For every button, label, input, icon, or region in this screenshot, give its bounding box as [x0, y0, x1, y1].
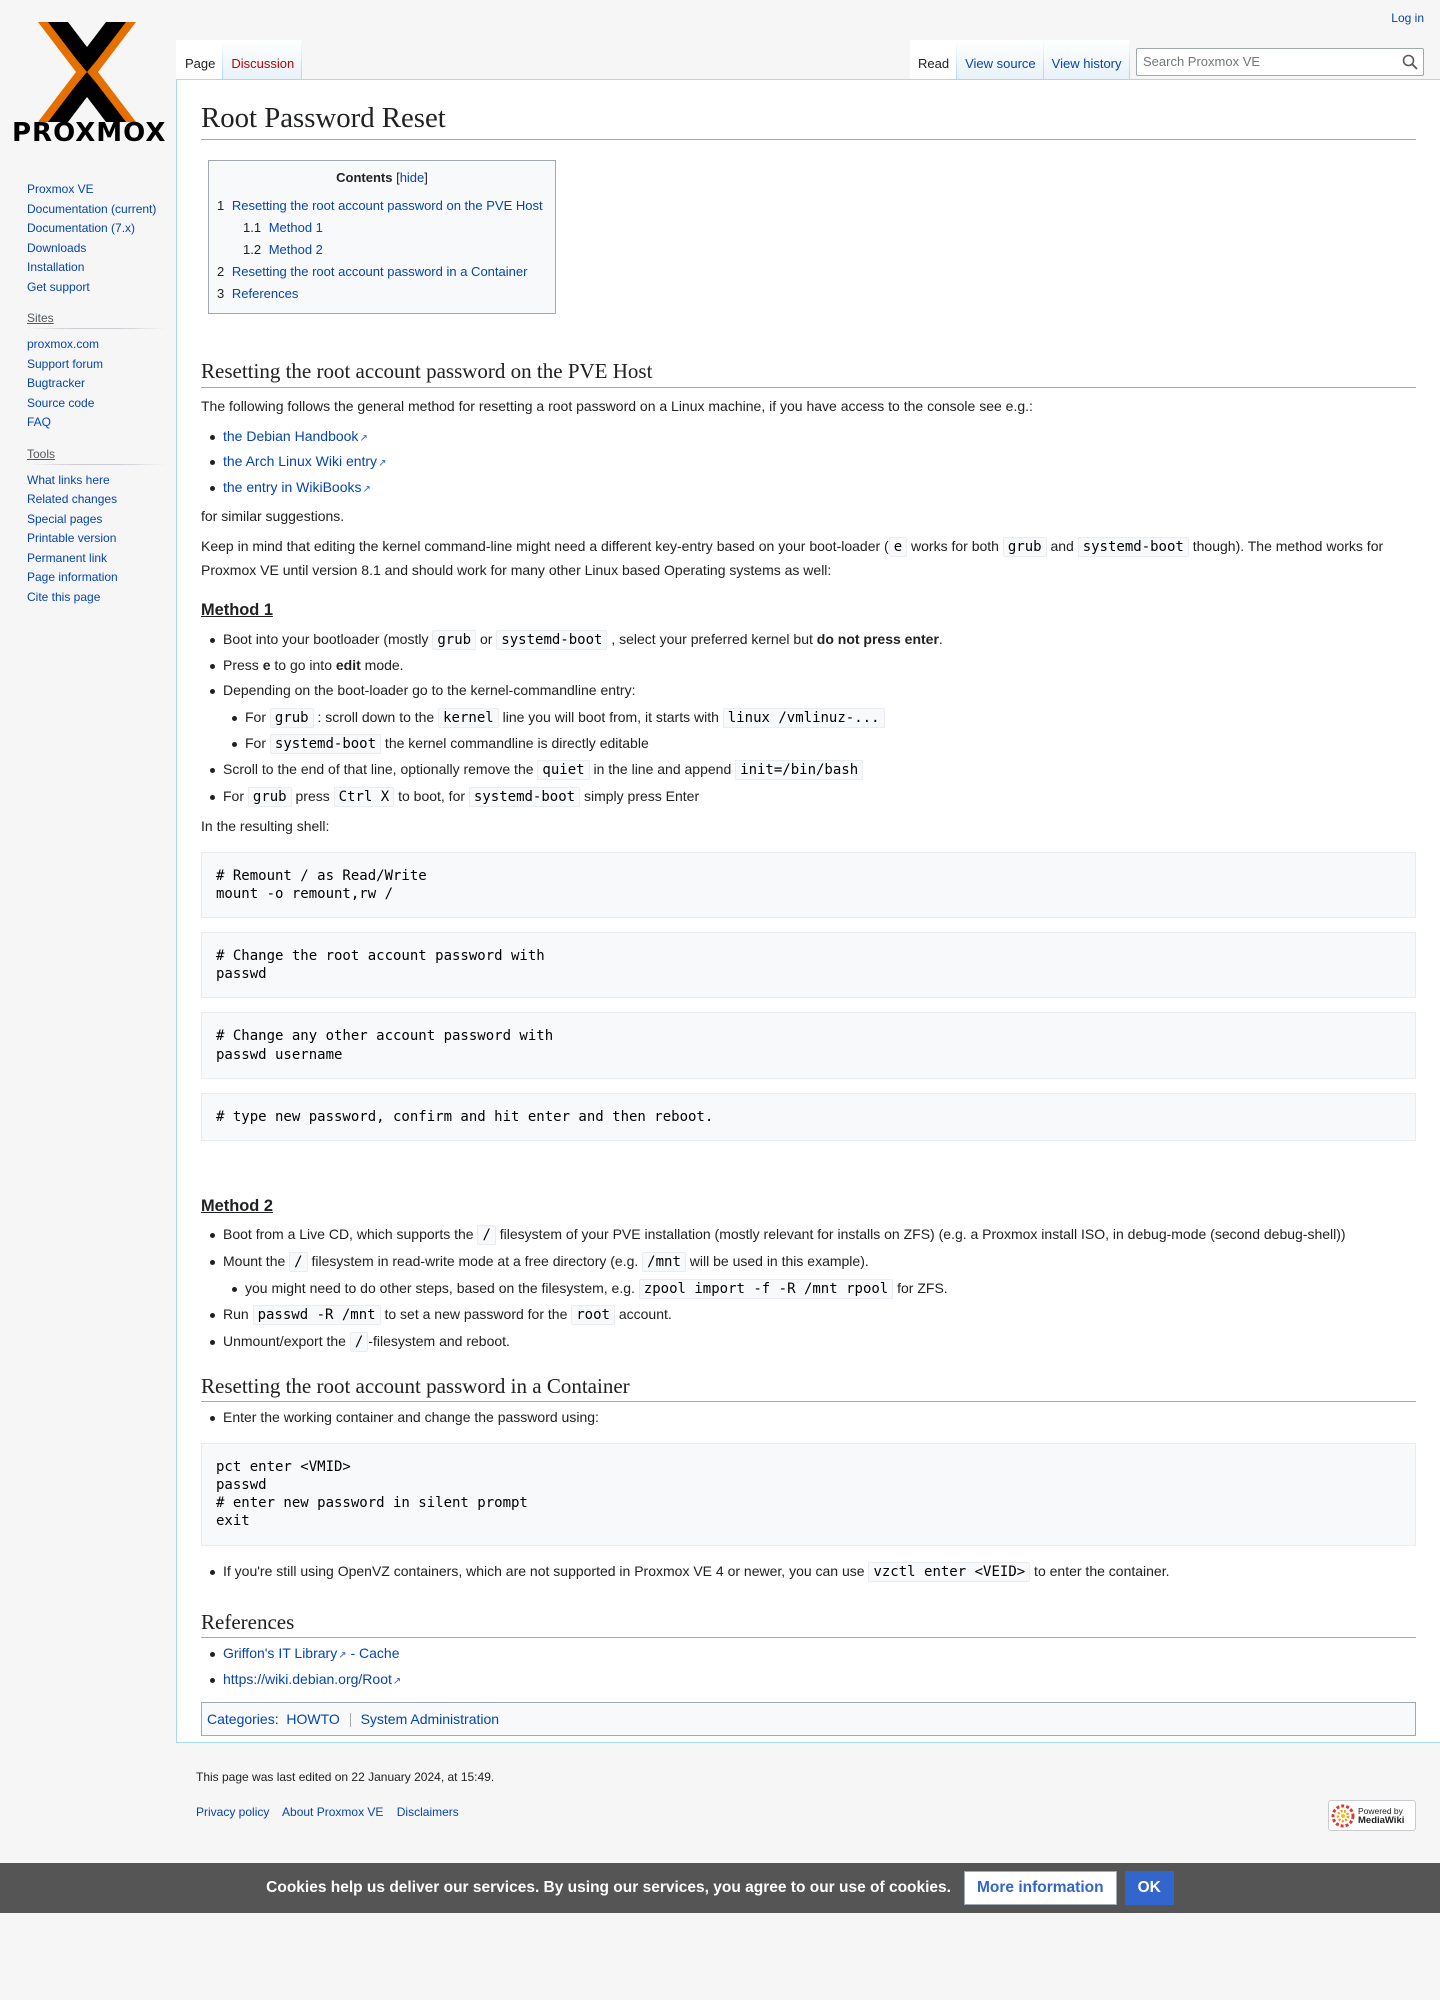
powered-by-text	[1358, 1807, 1404, 1825]
sidebar-item-installation[interactable]: Installation	[27, 260, 85, 274]
list-item	[223, 679, 1416, 755]
method-2-heading: Method 2	[201, 1196, 273, 1215]
toc-link[interactable]: References	[231, 286, 299, 302]
categories-label-link[interactable]: Categories	[207, 1711, 275, 1728]
toc-link[interactable]: Method 1	[268, 220, 323, 236]
code-inline: zpool import -f -R /mnt rpool	[639, 1279, 893, 1299]
code-inline: linux /vmlinuz-...	[723, 708, 885, 728]
text: simply press Enter	[580, 787, 700, 804]
text: you might need to do other steps, based on the filesystem, e.g.	[245, 1279, 639, 1296]
bold-text: edit	[335, 656, 361, 673]
list-item	[223, 758, 1416, 781]
list-item	[223, 628, 1416, 651]
sub-list	[245, 1277, 1416, 1300]
proxmox-wordmark: PROXMOX	[12, 118, 167, 148]
code-inline: systemd-boot	[1078, 537, 1189, 557]
text: mode.	[360, 656, 404, 673]
sidebar-item-documentation-7x[interactable]: Documentation (7.x)	[27, 221, 136, 235]
text: filesystem in read-write mode at a free directory (e.g.	[307, 1252, 643, 1269]
text: Run	[223, 1306, 253, 1323]
section-heading-container: Resetting the root account password in a Container	[201, 1373, 1416, 1402]
list-item	[223, 1303, 1416, 1326]
code-inline: grub	[248, 787, 292, 807]
toc-item-2[interactable]	[217, 261, 547, 283]
code-inline: /	[289, 1252, 307, 1272]
text: Depending on the boot-loader go to the kernel-commandline entry:	[223, 682, 636, 699]
code-inline: /mnt	[642, 1252, 686, 1272]
code-inline: systemd-boot	[496, 630, 607, 650]
list-item	[223, 1642, 1416, 1664]
category-howto[interactable]: HOWTO	[286, 1711, 340, 1728]
link-arch-wiki[interactable]: the Arch Linux Wiki entry ↗	[223, 453, 386, 469]
text: Scroll to the end of that line, optionally remove the	[223, 761, 538, 778]
toc-num: 1.2	[243, 242, 262, 258]
text: For	[245, 708, 270, 725]
list-item	[245, 706, 1416, 729]
toc-hide-link[interactable]: hide	[399, 170, 425, 186]
sidebar-tools-heading: Tools	[27, 447, 166, 465]
footer-links	[196, 1805, 1416, 1819]
text: to go into	[270, 656, 336, 673]
toc-header: Contents [hide]	[336, 170, 428, 186]
sidebar-item-page-information[interactable]: Page information	[27, 570, 118, 584]
code-inline: Ctrl X	[334, 787, 395, 807]
toc-item-1[interactable]	[217, 195, 547, 217]
code-inline: grub	[432, 630, 476, 650]
text: -filesystem and reboot.	[368, 1332, 510, 1349]
text: , select your preferred kernel but	[607, 630, 817, 647]
tab-view-history-label: View history	[1051, 56, 1122, 71]
text: the kernel commandline is directly editable	[381, 735, 649, 752]
list-item	[245, 1277, 1416, 1300]
list-item	[223, 1250, 1416, 1301]
powered-by-mediawiki-badge[interactable]	[1328, 1800, 1416, 1831]
login-link[interactable]: Log in	[1391, 11, 1424, 25]
table-of-contents	[208, 160, 556, 314]
text: If you're still using OpenVZ containers, which are not supported in Proxmox VE 4 or newer, you can use	[223, 1562, 869, 1579]
code-inline: grub	[1003, 537, 1047, 557]
tab-page-label: Page	[185, 56, 216, 71]
toc-link[interactable]: Resetting the root account password in a Container	[231, 264, 528, 280]
toc-num: 2	[217, 264, 225, 280]
powered-by-line2: MediaWiki	[1358, 1814, 1405, 1826]
tab-discussion[interactable]	[223, 40, 302, 80]
last-modified: This page was last edited on 22 January 2024, at 15:49.	[196, 1770, 495, 1784]
tab-read[interactable]	[910, 40, 957, 80]
list-item	[223, 1668, 1416, 1690]
code-inline: root	[571, 1305, 615, 1325]
code-block-passwd-other: # Change any other account password with passwd username	[201, 1012, 1416, 1078]
text: For	[223, 787, 248, 804]
list-item	[223, 785, 1416, 808]
method-2-steps	[223, 1223, 1416, 1353]
list-item	[245, 732, 1416, 755]
text: Unmount/export the	[223, 1332, 350, 1349]
list-item	[223, 1560, 1416, 1583]
code-block-container: pct enter <VMID> passwd # enter new password in silent prompt exit	[201, 1443, 1416, 1546]
sidebar	[0, 180, 176, 607]
main-content	[176, 79, 1440, 1743]
text: will be used in this example).	[685, 1252, 869, 1269]
category-separator	[350, 1713, 351, 1727]
sidebar-item-cite-this-page[interactable]: Cite this page	[27, 589, 101, 604]
tab-view-source-label: View source	[965, 56, 1036, 71]
code-inline: kernel	[438, 708, 499, 728]
sidebar-sites-heading: Sites	[27, 311, 166, 329]
text: .	[938, 630, 943, 647]
ok-button[interactable]: OK	[1125, 1871, 1174, 1905]
sidebar-item-special-pages[interactable]: Special pages	[27, 511, 103, 526]
search-placeholder: Search Proxmox VE	[1143, 54, 1261, 69]
toc-item-1-1[interactable]	[217, 217, 547, 239]
handbook-links-list	[223, 425, 1416, 498]
references-list	[223, 1642, 1416, 1690]
personal-tools	[1391, 11, 1424, 25]
more-information-button[interactable]: More information	[964, 1871, 1117, 1905]
text: filesystem of your PVE installation (mostly relevant for installs on ZFS) (e.g. a Proxmox install ISO, in debug-mode (second debug-shell))	[495, 1226, 1346, 1243]
bold-text: e	[262, 656, 271, 673]
category-system-administration[interactable]: System Administration	[360, 1711, 500, 1728]
sidebar-item-support-forum[interactable]: Support forum	[27, 356, 104, 371]
text: in the line and append	[589, 761, 736, 778]
footer-privacy-link[interactable]: Privacy policy	[196, 1805, 270, 1819]
container-steps	[223, 1406, 1416, 1428]
text: to boot, for	[394, 787, 469, 804]
text: : scroll down to the	[313, 708, 439, 725]
text: Mount the	[223, 1252, 290, 1269]
toc-num: 3	[217, 286, 225, 302]
list-item: Enter the working container and change the password using:	[223, 1406, 1416, 1428]
footer-about-link[interactable]: About Proxmox VE	[282, 1805, 384, 1819]
toc-num: 1.1	[243, 220, 262, 236]
link-wikibooks[interactable]: the entry in WikiBooks ↗	[223, 479, 371, 495]
toc-item-1-2[interactable]	[217, 239, 547, 261]
code-inline: systemd-boot	[469, 787, 580, 807]
sidebar-item-printable-version[interactable]: Printable version	[27, 531, 117, 545]
code-inline: quiet	[537, 760, 589, 780]
sidebar-item-faq[interactable]: FAQ	[27, 415, 52, 429]
sidebar-item-permanent-link[interactable]: Permanent link	[27, 550, 108, 565]
text: to enter the container.	[1030, 1562, 1170, 1579]
sidebar-tools	[19, 447, 166, 608]
sidebar-item-downloads[interactable]: Downloads	[27, 240, 87, 255]
code-inline: /	[350, 1332, 368, 1352]
text: or	[476, 630, 497, 647]
code-inline: grub	[270, 708, 314, 728]
link-cache[interactable]: - Cache	[346, 1645, 400, 1662]
list-item	[223, 654, 1416, 676]
link-griffons-library[interactable]: Griffon's IT Library ↗	[223, 1645, 347, 1661]
sidebar-item-get-support[interactable]: Get support	[27, 279, 90, 294]
sidebar-item-proxmox-com[interactable]: proxmox.com	[27, 337, 100, 351]
paragraph-shell: In the resulting shell:	[201, 818, 330, 835]
mediawiki-flower-icon	[1331, 1804, 1355, 1828]
link-debian-handbook[interactable]: the Debian Handbook ↗	[223, 428, 368, 444]
text: Boot from a Live CD, which supports the	[223, 1226, 478, 1243]
sidebar-navigation	[19, 180, 166, 297]
paragraph-keep-in-mind	[201, 535, 1416, 581]
code-inline: passwd -R /mnt	[253, 1305, 381, 1325]
toc-item-3[interactable]	[217, 283, 547, 305]
text: Boot into your bootloader (mostly	[223, 630, 433, 647]
sidebar-item-what-links-here[interactable]: What links here	[27, 472, 110, 487]
list-item	[223, 1223, 1416, 1246]
tab-discussion-label: Discussion	[231, 56, 295, 71]
toc-title: Contents	[336, 170, 393, 186]
sidebar-item-documentation-current[interactable]: Documentation (current)	[27, 201, 157, 216]
code-block-passwd-root: # Change the root account password with passwd	[201, 932, 1416, 998]
text: For	[245, 735, 270, 752]
toc-link[interactable]: Method 2	[268, 242, 323, 258]
code-inline: init=/bin/bash	[735, 760, 863, 780]
page-title: Root Password Reset	[201, 100, 1416, 140]
sub-list	[245, 706, 1416, 756]
view-tabs	[910, 40, 1130, 80]
text: Keep in mind that editing the kernel command-line might need a different key-entry based on your boot-loader (	[201, 538, 889, 555]
toc-num: 1	[217, 198, 225, 214]
proxmox-logo[interactable]	[10, 20, 165, 150]
list-item	[223, 1330, 1416, 1353]
paragraph-intro: The following follows the general method for resetting a root password on a Linux machine, if you have access to the console see e.g.:	[201, 397, 1033, 414]
cookie-notice-bar	[0, 1863, 1440, 1913]
sidebar-item-source-code[interactable]: Source code	[27, 395, 95, 410]
text: though). The method works for Proxmox VE until version 8.1 and should work for many other Linux based Operating systems as well:	[201, 538, 1384, 578]
sidebar-item-related-changes[interactable]: Related changes	[27, 492, 118, 506]
tab-page[interactable]	[176, 40, 223, 80]
powered-by-line1: Powered by	[1358, 1805, 1403, 1816]
text: and	[1046, 538, 1078, 555]
sidebar-sites	[19, 311, 166, 433]
code-inline: /	[477, 1225, 495, 1245]
code-inline: vzctl enter <VEID>	[868, 1562, 1030, 1582]
code-block-remount: # Remount / as Read/Write mount -o remount,rw /	[201, 852, 1416, 918]
toc-link[interactable]: Resetting the root account password on the PVE Host	[231, 198, 543, 214]
code-block-reboot: # type new password, confirm and hit enter and then reboot.	[201, 1093, 1416, 1141]
text: for ZFS.	[893, 1279, 948, 1296]
search-icon[interactable]	[1402, 54, 1418, 70]
category-links: Categories: HOWTO System Administration	[201, 1702, 1416, 1736]
search-input[interactable]	[1136, 48, 1424, 76]
article-body	[201, 144, 1416, 1736]
sidebar-item-bugtracker[interactable]: Bugtracker	[27, 376, 86, 390]
footer	[196, 1770, 1416, 1826]
paragraph-similar: for similar suggestions.	[201, 508, 345, 525]
text: works for both	[907, 538, 1003, 555]
text: account.	[614, 1306, 672, 1323]
section-heading-references: References	[201, 1609, 1416, 1638]
code-inline: e	[889, 537, 907, 557]
text: Press	[223, 656, 263, 673]
namespace-tabs	[176, 40, 302, 80]
method-1-heading: Method 1	[201, 601, 273, 620]
cookie-notice-text: Cookies help us deliver our services. By using our services, you agree to our use of cookies.	[266, 1879, 951, 1896]
link-debian-root[interactable]: https://wiki.debian.org/Root ↗	[223, 1671, 401, 1687]
container-notes	[223, 1560, 1416, 1583]
tab-read-label: Read	[918, 56, 950, 71]
method-1-steps	[223, 628, 1416, 809]
footer-disclaimers-link[interactable]: Disclaimers	[396, 1805, 459, 1819]
text: to set a new password for the	[380, 1306, 572, 1323]
bold-text: do not press enter	[816, 630, 939, 647]
section-heading-pve-host: Resetting the root account password on the PVE Host	[201, 358, 1416, 387]
code-inline: systemd-boot	[270, 734, 381, 754]
text: line you will boot from, it starts with	[498, 708, 723, 725]
sidebar-item-proxmox-ve[interactable]: Proxmox VE	[27, 182, 94, 196]
text: press	[291, 787, 334, 804]
tab-view-source[interactable]	[957, 40, 1044, 80]
tab-view-history[interactable]	[1044, 40, 1130, 80]
